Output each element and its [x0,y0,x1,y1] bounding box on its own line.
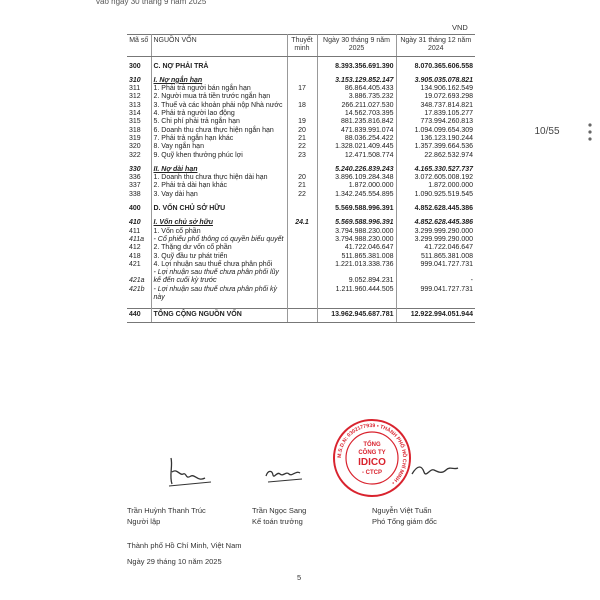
table-row: 337 2. Phải trả dài hạn khác 21 1.872.000.000 1.872.000.000 [129,182,473,190]
table-row: 311 1. Phải trả người bán ngắn hạn 17 86.864.405.433 134.906.162.549 [129,85,473,93]
more-options-icon[interactable] [585,121,595,143]
deputy-director-name: Nguyễn Việt Tuấn [372,506,432,515]
deputy-director-role: Phó Tổng giám đốc [372,517,437,526]
table-row: 318 6. Doanh thu chưa thực hiện ngắn hạn 20 471.839.991.074 1.094.099.654.309 [129,126,473,134]
page-number: 5 [297,573,302,582]
header-current: Ngày 30 tháng 9 năm 2025 [317,35,396,57]
table-row: 412 2. Thặng dư vốn cổ phần 41.722.046.647 41.722.046.647 [129,244,473,252]
place: Thành phố Hồ Chí Minh, Việt Nam [127,541,242,550]
table-body [127,56,475,322]
table-row: 315 5. Chi phí phải trả ngắn hạn 19 881.235.816.842 773.994.260.813 [129,118,473,126]
table-row: 400 D. VỐN CHỦ SỞ HỮU 5.569.588.996.391 4.852.628.445.386 [129,205,473,213]
table-row: 421b - Lợi nhuận sau thuế chưa phân phối kỳ này 1.211.960.444.505 999.041.727.731 [129,285,473,302]
table-row: 411 1. Vốn cổ phần 3.794.988.230.000 3.299.999.290.000 [129,227,473,235]
header-prior: Ngày 31 tháng 12 năm 2024 [396,35,475,57]
signature-deputy-director [410,458,460,484]
table-row: 330 II. Nợ dài hạn 5.240.226.839.243 4.165.330.527.737 [129,165,473,173]
table-row: 418 3. Quỹ đầu tư phát triển 511.865.381.008 511.865.381.008 [129,252,473,260]
signature-preparer [165,452,215,490]
table-row: 320 8. Vay ngắn hạn 22 1.328.021.409.445 1.357.399.664.536 [129,143,473,151]
table-header-row [127,35,475,57]
company-stamp [332,418,412,498]
chief-accountant-name: Trần Ngọc Sang [252,506,307,515]
stamp-line1: TỔNG [363,442,381,448]
document-subtitle: vào ngày 30 tháng 9 năm 2025 [96,0,207,6]
stamp-brand: IDICO [358,457,386,468]
balance-sheet-table [127,34,475,323]
table-row: 313 3. Thuế và các khoản phải nộp Nhà nước 18 266.211.027.530 348.737.814.821 [129,101,473,109]
table-row: 421 4. Lợi nhuận sau thuế chưa phân phối 1.221.013.338.736 999.041.727.731 [129,260,473,268]
stamp-line2: CÔNG TY [358,450,386,456]
header-note: Thuyết minh [287,35,317,57]
signature-chief-accountant [262,462,307,486]
stamp-line3: - CTCP [362,470,382,476]
table-row: 319 7. Phải trả ngắn hạn khác 21 88.036.254.422 136.123.190.244 [129,134,473,142]
table-row: 410 I. Vốn chủ sở hữu 24.1 5.569.588.996.391 4.852.628.445.386 [129,219,473,227]
header-code: Mã số [127,35,151,57]
report-date: Ngày 29 tháng 10 năm 2025 [127,557,222,566]
table-row: 314 4. Phải trả người lao động 14.562.703.395 17.839.105.277 [129,110,473,118]
currency-unit: VND [452,23,468,32]
preparer-role: Người lập [127,517,161,526]
chief-accountant-role: Kế toán trưởng [252,517,303,526]
table-row: 336 1. Doanh thu chưa thực hiện dài hạn 20 3.896.109.284.348 3.072.605.008.192 [129,174,473,182]
page-indicator: 10/55 [534,126,560,137]
table-row: 322 9. Quỹ khen thưởng phúc lợi 23 12.471.508.774 22.862.532.974 [129,151,473,159]
header-item: NGUỒN VỐN [151,35,287,57]
table-row: 411a - Cổ phiếu phổ thông có quyền biểu quyết 3.794.988.230.000 3.299.999.290.000 [129,235,473,243]
stamp-ring-text: M.S.D.N: 0302177939 • THÀNH PHỐ HỒ CHÍ MINH • [336,422,408,486]
table-row: 300 C. NỢ PHẢI TRẢ 8.393.356.691.390 8.070.365.606.558 [129,62,473,70]
table-row: 338 3. Vay dài hạn 22 1.342.245.554.895 1.090.925.519.545 [129,190,473,198]
table-row: 421a - Lợi nhuận sau thuế chưa phân phối lũy kế đến cuối kỳ trước 9.052.894.231 - [129,269,473,285]
preparer-name: Trần Huỳnh Thanh Trúc [127,506,206,515]
table-row: 310 I. Nợ ngắn hạn 3.153.129.852.147 3.905.035.078.821 [129,76,473,84]
table-row-total: 440 TỔNG CỘNG NGUỒN VỐN 13.962.945.687.781 12.922.994.051.944 [127,309,475,322]
table-row: 312 2. Người mua trả tiền trước ngắn hạn 3.886.735.232 19.072.693.298 [129,93,473,101]
